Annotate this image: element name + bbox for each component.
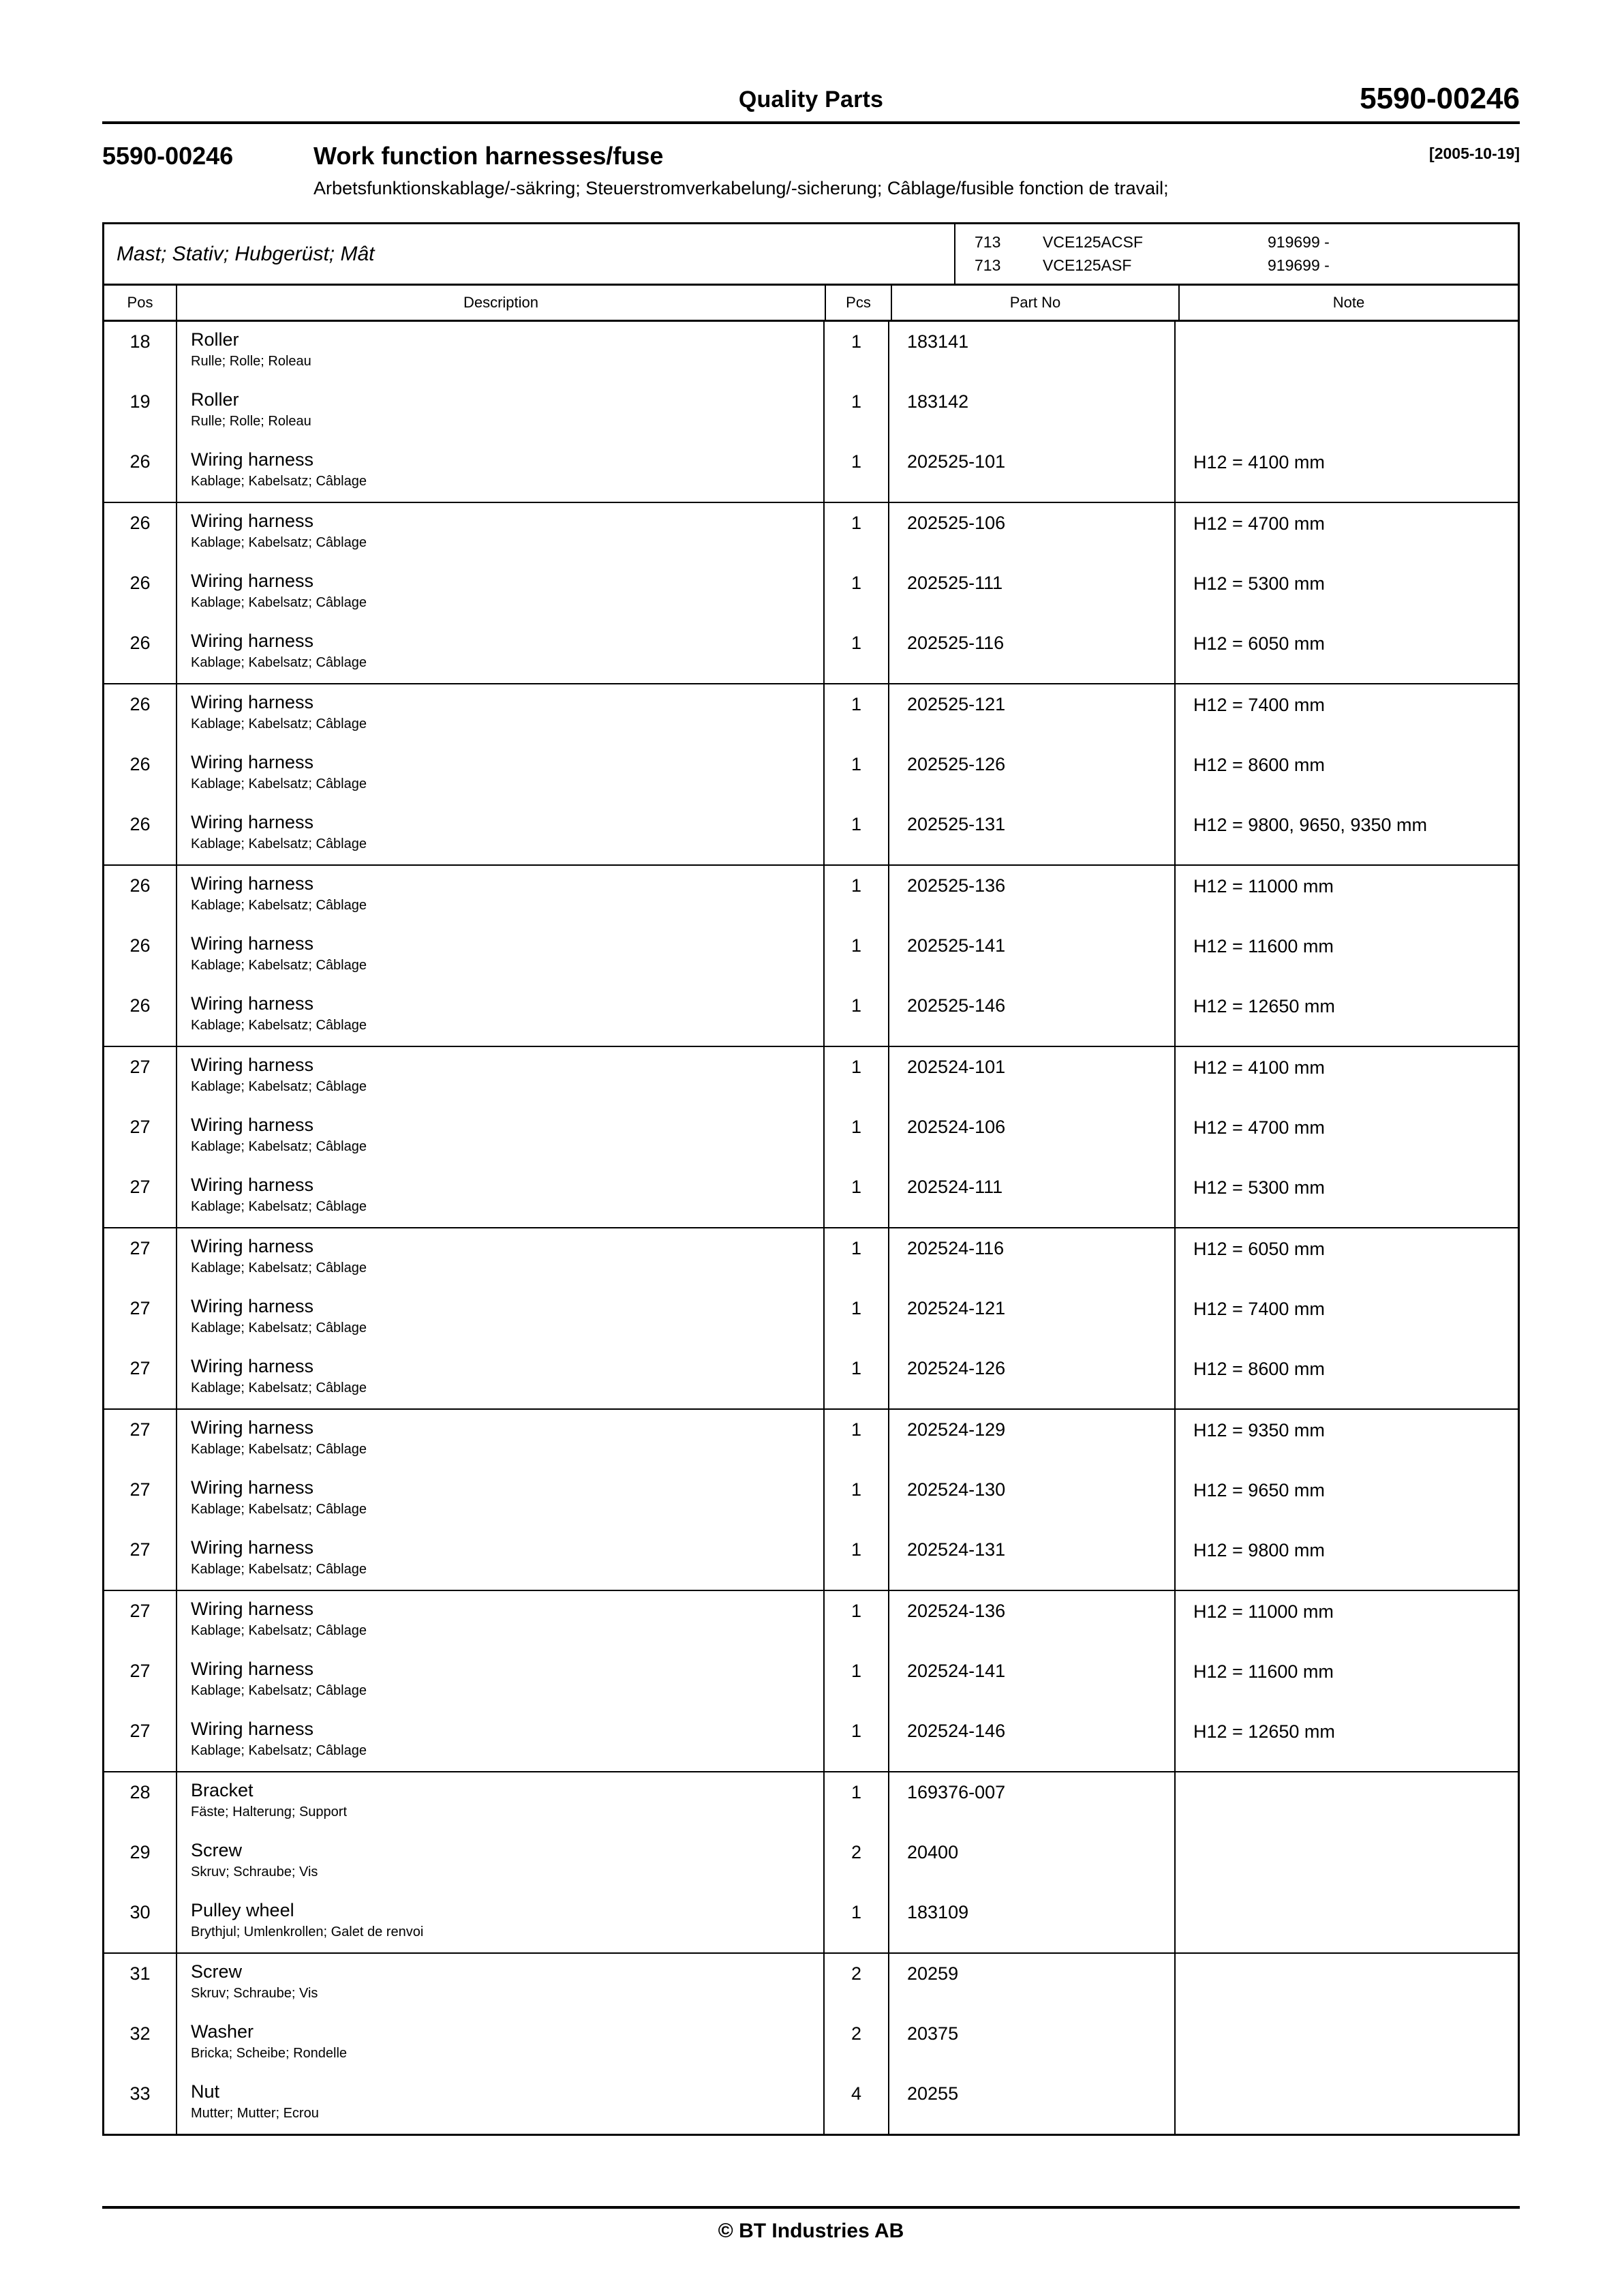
cell-pos: 26 [129, 875, 151, 896]
description-main: Wiring harness [191, 692, 314, 713]
cell-note: H12 = 11600 mm [1174, 926, 1518, 986]
cell-pos: 27 [129, 1238, 151, 1259]
cell-pos: 26 [129, 573, 151, 594]
cell-pcs: 1 [823, 1228, 888, 1288]
cell-part-no: 20375 [888, 2014, 1174, 2074]
cell-pos: 26 [129, 814, 151, 835]
description-main: Wiring harness [191, 1115, 314, 1136]
cell-part-no: 202525-131 [888, 804, 1174, 864]
description-translations: Kablage; Kabelsatz; Câblage [191, 1441, 367, 1457]
cell-part-no: 202525-121 [888, 684, 1174, 744]
cell-description [176, 322, 823, 382]
column-header-part-no: Part No [891, 286, 1178, 320]
cell-description [176, 563, 823, 623]
cell-part-no: 202524-126 [888, 1348, 1174, 1408]
cell-pcs: 1 [823, 503, 888, 563]
footer-divider [102, 2206, 1520, 2209]
description-main: Wiring harness [191, 1175, 314, 1196]
table-row [104, 1711, 1518, 1771]
cell-pcs: 1 [823, 1591, 888, 1651]
description-main: Wiring harness [191, 1356, 314, 1377]
cell-description [176, 684, 823, 744]
table-row [104, 1591, 1518, 1651]
model-name: VCE125ACSF [1043, 233, 1144, 252]
table-row [104, 2074, 1518, 2134]
cell-part-no: 202524-129 [888, 1410, 1174, 1470]
cell-pcs: 4 [823, 2074, 888, 2134]
cell-note: H12 = 12650 mm [1174, 986, 1518, 1046]
description-translations: Kablage; Kabelsatz; Câblage [191, 1198, 367, 1214]
model-code-row [955, 254, 1518, 277]
table-row [104, 1651, 1518, 1711]
cell-pos: 27 [129, 1661, 151, 1682]
cell-pos: 26 [129, 754, 151, 775]
table-row [104, 382, 1518, 442]
cell-description [176, 1772, 823, 1832]
cell-description [176, 926, 823, 986]
cell-description [176, 1651, 823, 1711]
cell-description [176, 986, 823, 1046]
description-translations: Rulle; Rolle; Roleau [191, 353, 311, 369]
cell-part-no: 202524-111 [888, 1167, 1174, 1227]
cell-note [1174, 1892, 1518, 1952]
cell-description [176, 1591, 823, 1651]
header-divider [102, 121, 1520, 124]
table-row [104, 2014, 1518, 2074]
table-row-group [104, 1228, 1518, 1410]
cell-part-no: 202524-141 [888, 1651, 1174, 1711]
cell-pcs: 1 [823, 1530, 888, 1590]
description-translations: Brythjul; Umlenkrollen; Galet de renvoi [191, 1924, 424, 1939]
table-row-group [104, 503, 1518, 684]
cell-pos: 27 [129, 1539, 151, 1560]
table-row [104, 563, 1518, 623]
cell-pos: 27 [129, 1057, 151, 1078]
table-row-group [104, 1772, 1518, 1954]
description-translations: Kablage; Kabelsatz; Câblage [191, 1501, 367, 1517]
table-row [104, 804, 1518, 864]
description-main: Wiring harness [191, 1055, 314, 1076]
cell-part-no: 202524-116 [888, 1228, 1174, 1288]
cell-note: H12 = 11600 mm [1174, 1651, 1518, 1711]
cell-note [1174, 2074, 1518, 2134]
table-row-group [104, 684, 1518, 866]
title-block [102, 142, 1520, 200]
cell-pos: 18 [129, 331, 151, 352]
model-band [104, 224, 1518, 286]
description-translations: Kablage; Kabelsatz; Câblage [191, 1561, 367, 1577]
table-row-group [104, 322, 1518, 503]
cell-pos: 26 [129, 694, 151, 715]
cell-part-no: 202524-121 [888, 1288, 1174, 1348]
cell-description [176, 1047, 823, 1107]
table-row [104, 623, 1518, 683]
cell-pcs: 1 [823, 1167, 888, 1227]
cell-pos: 26 [129, 513, 151, 534]
description-translations: Kablage; Kabelsatz; Câblage [191, 1320, 367, 1335]
cell-note [1174, 322, 1518, 382]
model-serial: 919699 - [1268, 256, 1330, 274]
description-main: Roller [191, 329, 239, 350]
model-serial: 919699 - [1268, 233, 1330, 252]
cell-part-no: 202524-131 [888, 1530, 1174, 1590]
cell-note: H12 = 6050 mm [1174, 623, 1518, 683]
cell-description [176, 2014, 823, 2074]
cell-description [176, 866, 823, 926]
cell-note: H12 = 11000 mm [1174, 866, 1518, 926]
cell-pcs: 1 [823, 563, 888, 623]
cell-note: H12 = 5300 mm [1174, 563, 1518, 623]
cell-note: H12 = 9650 mm [1174, 1470, 1518, 1530]
cell-note: H12 = 4100 mm [1174, 442, 1518, 502]
cell-description [176, 804, 823, 864]
cell-pcs: 1 [823, 986, 888, 1046]
cell-part-no: 202524-101 [888, 1047, 1174, 1107]
cell-description [176, 1832, 823, 1892]
description-main: Wiring harness [191, 933, 314, 954]
cell-pos: 27 [129, 1419, 151, 1440]
table-row-group [104, 1954, 1518, 2134]
cell-pcs: 1 [823, 1651, 888, 1711]
table-row-group [104, 1591, 1518, 1772]
cell-note: H12 = 4700 mm [1174, 503, 1518, 563]
cell-pcs: 1 [823, 1772, 888, 1832]
footer-copyright: © BT Industries AB [718, 2220, 904, 2242]
page-header [102, 65, 1520, 113]
cell-description [176, 1288, 823, 1348]
cell-pos: 26 [129, 935, 151, 956]
cell-pcs: 1 [823, 1107, 888, 1167]
cell-pos: 27 [129, 1177, 151, 1198]
cell-note: H12 = 8600 mm [1174, 744, 1518, 804]
description-translations: Kablage; Kabelsatz; Câblage [191, 473, 367, 489]
cell-part-no: 169376-007 [888, 1772, 1174, 1832]
table-row [104, 866, 1518, 926]
cell-pcs: 1 [823, 623, 888, 683]
table-row [104, 1954, 1518, 2014]
cell-part-no: 20259 [888, 1954, 1174, 2014]
description-main: Wiring harness [191, 1537, 314, 1558]
cell-part-no: 202525-116 [888, 623, 1174, 683]
cell-pcs: 1 [823, 322, 888, 382]
description-translations: Kablage; Kabelsatz; Câblage [191, 1682, 367, 1698]
cell-note [1174, 1772, 1518, 1832]
description-translations: Bricka; Scheibe; Rondelle [191, 2045, 348, 2061]
cell-note [1174, 1832, 1518, 1892]
table-row [104, 1288, 1518, 1348]
table-row [104, 1167, 1518, 1227]
cell-part-no: 202525-136 [888, 866, 1174, 926]
description-main: Wiring harness [191, 1599, 314, 1620]
cell-pos: 27 [129, 1298, 151, 1319]
model-name: VCE125ASF [1043, 256, 1132, 274]
cell-part-no: 183142 [888, 382, 1174, 442]
cell-pos: 26 [129, 995, 151, 1016]
title-document-number: 5590-00246 [102, 142, 234, 170]
cell-pcs: 1 [823, 1348, 888, 1408]
column-header-pcs: Pcs [825, 286, 891, 320]
table-row [104, 926, 1518, 986]
cell-note: H12 = 8600 mm [1174, 1348, 1518, 1408]
description-main: Wiring harness [191, 1296, 314, 1317]
table-column-headers [104, 286, 1518, 322]
cell-note: H12 = 5300 mm [1174, 1167, 1518, 1227]
description-translations: Fäste; Halterung; Support [191, 1804, 348, 1819]
description-translations: Kablage; Kabelsatz; Câblage [191, 1017, 367, 1033]
assembly-name: Mast; Stativ; Hubgerüst; Mât [117, 242, 375, 265]
cell-pos: 33 [129, 2083, 151, 2104]
description-main: Wiring harness [191, 812, 314, 833]
cell-pcs: 1 [823, 926, 888, 986]
column-header-pos: Pos [127, 294, 153, 312]
description-translations: Skruv; Schraube; Vis [191, 1864, 318, 1879]
description-translations: Kablage; Kabelsatz; Câblage [191, 1260, 367, 1275]
cell-pos: 27 [129, 1721, 151, 1742]
description-translations: Kablage; Kabelsatz; Câblage [191, 836, 367, 851]
cell-pcs: 2 [823, 1832, 888, 1892]
cell-description [176, 744, 823, 804]
brand-title: Quality Parts [738, 87, 884, 112]
table-row [104, 1530, 1518, 1590]
description-main: Roller [191, 389, 239, 410]
column-header-description: Description [176, 286, 825, 320]
cell-note [1174, 1954, 1518, 2014]
model-code: 713 [975, 233, 1001, 252]
cell-part-no: 183141 [888, 322, 1174, 382]
cell-pos: 30 [129, 1902, 151, 1923]
cell-pcs: 1 [823, 804, 888, 864]
cell-description [176, 1228, 823, 1288]
cell-pcs: 1 [823, 1892, 888, 1952]
cell-description [176, 503, 823, 563]
cell-part-no: 202524-146 [888, 1711, 1174, 1771]
cell-description [176, 2074, 823, 2134]
table-row [104, 1410, 1518, 1470]
description-main: Screw [191, 1840, 243, 1861]
header-document-number: 5590-00246 [1360, 82, 1520, 115]
cell-description [176, 1954, 823, 2014]
description-translations: Kablage; Kabelsatz; Câblage [191, 957, 367, 973]
cell-description [176, 1892, 823, 1952]
cell-description [176, 1107, 823, 1167]
cell-pcs: 2 [823, 2014, 888, 2074]
cell-part-no: 202525-126 [888, 744, 1174, 804]
description-main: Wiring harness [191, 571, 314, 592]
table-row [104, 1348, 1518, 1408]
cell-part-no: 202525-101 [888, 442, 1174, 502]
cell-note: H12 = 9350 mm [1174, 1410, 1518, 1470]
cell-part-no: 202525-141 [888, 926, 1174, 986]
cell-part-no: 20255 [888, 2074, 1174, 2134]
cell-pos: 26 [129, 633, 151, 654]
cell-pos: 28 [129, 1782, 151, 1803]
description-translations: Kablage; Kabelsatz; Câblage [191, 1742, 367, 1758]
description-main: Wiring harness [191, 1477, 314, 1498]
cell-pos: 19 [129, 391, 151, 412]
cell-pcs: 1 [823, 744, 888, 804]
table-row-group [104, 1047, 1518, 1228]
cell-pcs: 1 [823, 684, 888, 744]
cell-part-no: 202525-106 [888, 503, 1174, 563]
cell-pos: 29 [129, 1842, 151, 1863]
cell-description [176, 1167, 823, 1227]
description-translations: Kablage; Kabelsatz; Câblage [191, 1078, 367, 1094]
table-row [104, 744, 1518, 804]
model-code: 713 [975, 256, 1001, 274]
table-row [104, 503, 1518, 563]
table-row [104, 986, 1518, 1046]
page-footer [102, 2206, 1520, 2243]
table-row [104, 1892, 1518, 1952]
cell-note: H12 = 9800, 9650, 9350 mm [1174, 804, 1518, 864]
description-translations: Mutter; Mutter; Ecrou [191, 2105, 319, 2121]
description-main: Wiring harness [191, 631, 314, 652]
table-row [104, 1107, 1518, 1167]
description-main: Nut [191, 2081, 220, 2102]
description-translations: Kablage; Kabelsatz; Câblage [191, 654, 367, 670]
description-main: Wiring harness [191, 449, 314, 470]
cell-part-no: 202525-146 [888, 986, 1174, 1046]
description-main: Screw [191, 1961, 243, 1982]
description-main: Wiring harness [191, 1236, 314, 1257]
table-row-group [104, 866, 1518, 1047]
cell-note [1174, 2014, 1518, 2074]
column-header-note: Note [1178, 286, 1518, 320]
cell-pos: 27 [129, 1358, 151, 1379]
page-title: Work function harnesses/fuse [313, 142, 664, 170]
description-translations: Rulle; Rolle; Roleau [191, 413, 311, 429]
cell-part-no: 202524-130 [888, 1470, 1174, 1530]
cell-note: H12 = 7400 mm [1174, 684, 1518, 744]
table-body [104, 322, 1518, 2134]
cell-note: H12 = 6050 mm [1174, 1228, 1518, 1288]
cell-pcs: 1 [823, 866, 888, 926]
cell-description [176, 1410, 823, 1470]
cell-pos: 27 [129, 1601, 151, 1622]
cell-description [176, 1348, 823, 1408]
description-main: Wiring harness [191, 873, 314, 894]
cell-note: H12 = 12650 mm [1174, 1711, 1518, 1771]
description-main: Bracket [191, 1780, 254, 1801]
description-main: Wiring harness [191, 752, 314, 773]
revision-date: [2005-10-19] [1429, 145, 1520, 162]
table-row [104, 1228, 1518, 1288]
cell-note: H12 = 11000 mm [1174, 1591, 1518, 1651]
description-translations: Kablage; Kabelsatz; Câblage [191, 897, 367, 913]
table-row [104, 684, 1518, 744]
cell-pcs: 1 [823, 1470, 888, 1530]
cell-note [1174, 382, 1518, 442]
cell-pcs: 1 [823, 1711, 888, 1771]
cell-pcs: 1 [823, 442, 888, 502]
description-translations: Kablage; Kabelsatz; Câblage [191, 776, 367, 791]
description-translations: Kablage; Kabelsatz; Câblage [191, 594, 367, 610]
cell-pos: 27 [129, 1479, 151, 1500]
description-translations: Kablage; Kabelsatz; Câblage [191, 716, 367, 731]
cell-note: H12 = 4100 mm [1174, 1047, 1518, 1107]
cell-pos: 27 [129, 1117, 151, 1138]
cell-note: H12 = 7400 mm [1174, 1288, 1518, 1348]
cell-description [176, 623, 823, 683]
cell-part-no: 202524-106 [888, 1107, 1174, 1167]
table-row [104, 1832, 1518, 1892]
cell-description [176, 382, 823, 442]
cell-part-no: 20400 [888, 1832, 1174, 1892]
cell-pcs: 1 [823, 382, 888, 442]
description-translations: Skruv; Schraube; Vis [191, 1985, 318, 2001]
cell-pcs: 2 [823, 1954, 888, 2014]
table-row [104, 322, 1518, 382]
model-code-list [954, 224, 1518, 284]
table-row [104, 442, 1518, 502]
description-main: Wiring harness [191, 1417, 314, 1438]
cell-description [176, 1530, 823, 1590]
cell-description [176, 442, 823, 502]
cell-note: H12 = 4700 mm [1174, 1107, 1518, 1167]
cell-pcs: 1 [823, 1047, 888, 1107]
cell-pos: 32 [129, 2023, 151, 2044]
description-main: Wiring harness [191, 511, 314, 532]
cell-description [176, 1470, 823, 1530]
table-row [104, 1772, 1518, 1832]
cell-part-no: 202524-136 [888, 1591, 1174, 1651]
description-translations: Kablage; Kabelsatz; Câblage [191, 1138, 367, 1154]
model-code-row [955, 231, 1518, 254]
description-translations: Kablage; Kabelsatz; Câblage [191, 1380, 367, 1395]
cell-pcs: 1 [823, 1410, 888, 1470]
parts-table [102, 222, 1520, 2136]
description-translations: Kablage; Kabelsatz; Câblage [191, 534, 367, 550]
table-row [104, 1047, 1518, 1107]
description-main: Wiring harness [191, 1719, 314, 1740]
table-row [104, 1470, 1518, 1530]
table-row-group [104, 1410, 1518, 1591]
description-main: Pulley wheel [191, 1900, 294, 1921]
cell-part-no: 202525-111 [888, 563, 1174, 623]
cell-note: H12 = 9800 mm [1174, 1530, 1518, 1590]
cell-description [176, 1711, 823, 1771]
cell-pos: 26 [129, 451, 151, 472]
description-main: Wiring harness [191, 993, 314, 1014]
cell-pcs: 1 [823, 1288, 888, 1348]
page-subtitle: Arbetsfunktionskablage/-säkring; Steuerstromverkabelung/-sicherung; Câblage/fusible fonction de travail; [313, 178, 1169, 198]
description-main: Washer [191, 2021, 254, 2042]
cell-part-no: 183109 [888, 1892, 1174, 1952]
description-translations: Kablage; Kabelsatz; Câblage [191, 1622, 367, 1638]
cell-pos: 31 [129, 1963, 151, 1984]
description-main: Wiring harness [191, 1659, 314, 1680]
